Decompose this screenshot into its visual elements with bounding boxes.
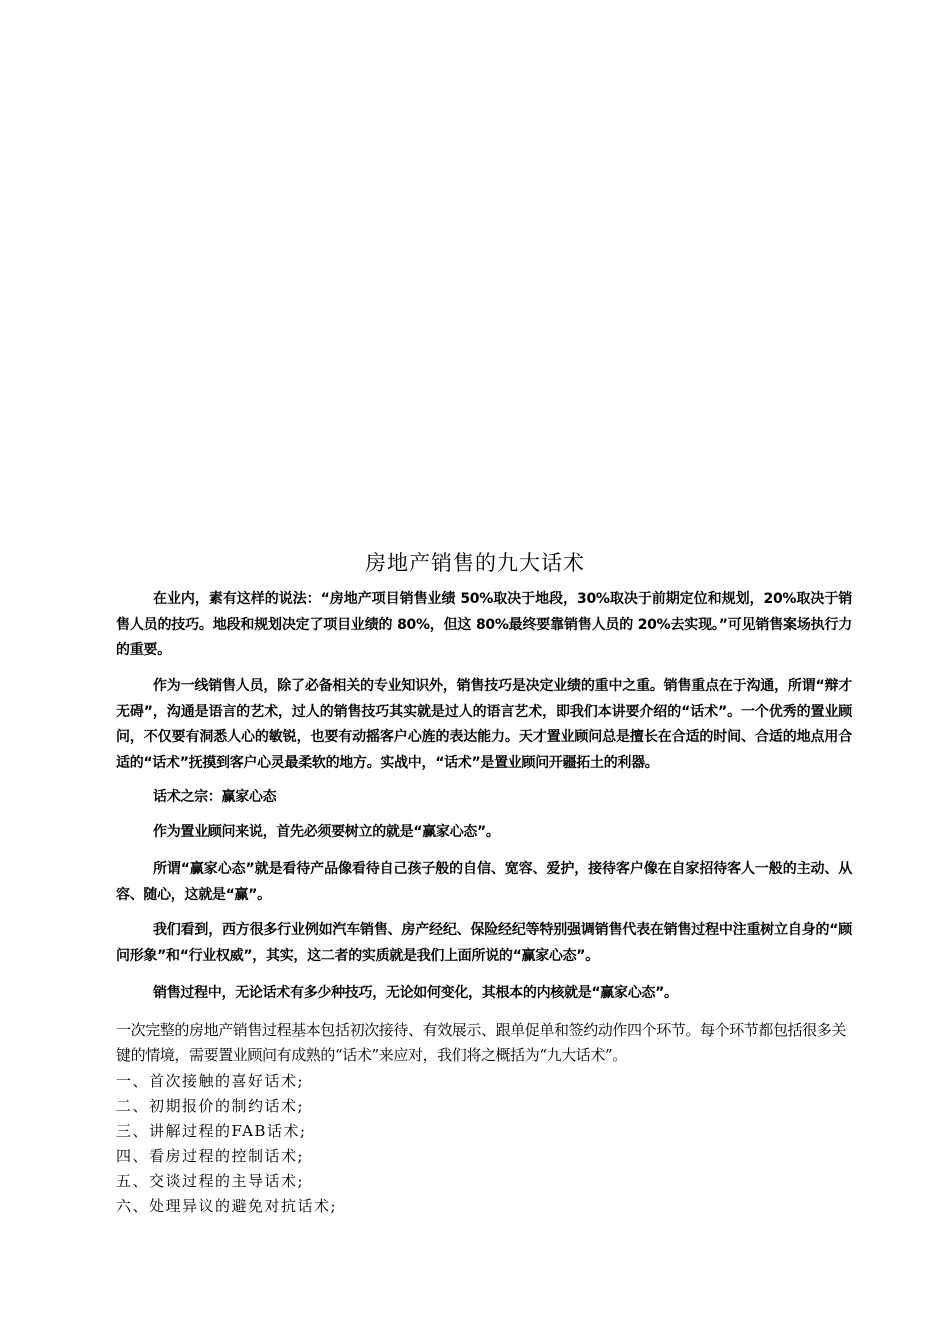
list-item: 四、看房过程的控制话术; xyxy=(116,1147,305,1165)
list-item: 一、首次接触的喜好话术; xyxy=(116,1072,305,1090)
paragraph-winner-definition: 所谓“赢家心态”就是看待产品像看待自己孩子般的自信、宽容、爱护，接待客户像在自家招待客人一般的主动、从容、随心，这就是“赢”。 xyxy=(116,861,852,903)
paragraph-industry-saying: 在业内，素有这样的说法：“房地产项目销售业绩 50%取决于地段，30%取决于前期定位和规划，20%取决于销售人员的技巧。地段和规划决定了项目业绩的 80%，但这 80%最终要靠销售人员的 20%去实现。”可见销售案场执行力的重要。 xyxy=(116,591,852,658)
nine-scripts-list xyxy=(116,1069,852,1219)
paragraph-sales-skill: 作为一线销售人员，除了必备相关的专业知识外，销售技巧是决定业绩的重中之重。销售重点在于沟通，所谓“辩才无碍”，沟通是语言的艺术，过人的销售技巧其实就是过人的语言艺术，即我们本讲要介绍的“话术”。一个优秀的置业顾问，不仅要有洞悉人心的敏锐，也要有动摇客户心旌的表达能力。天才置业顾问总是擅长在合适的时间、合适的地点用合适的“话术”抚摸到客户心灵最柔软的地方。实战中，“话术”是置业顾问开疆拓土的利器。 xyxy=(116,678,852,771)
paragraph-sales-process-intro: 一次完整的房地产销售过程基本包括初次接待、有效展示、跟单促单和签约动作四个环节。每个环节都包括很多关键的情境，需要置业顾问有成熟的“话术”来应对，我们将之概括为“九大话术”。 xyxy=(116,1021,847,1064)
section-heading-winner-mindset: 话术之宗：赢家心态 xyxy=(153,789,277,805)
paragraph-establish-mindset: 作为置业顾问来说，首先必须要树立的就是“赢家心态”。 xyxy=(153,824,500,840)
paragraph-western-industries: 我们看到，西方很多行业例如汽车销售、房产经纪、保险经纪等特别强调销售代表在销售过程中注重树立自身的“顾问形象”和“行业权威”，其实，这二者的实质就是我们上面所说的“赢家心态”。 xyxy=(116,922,852,964)
document-title: 房地产销售的九大话术 xyxy=(365,551,585,575)
paragraph-core-essence: 销售过程中，无论话术有多少种技巧，无论如何变化，其根本的内核就是“赢家心态”。 xyxy=(153,985,678,1001)
list-item: 二、初期报价的制约话术; xyxy=(116,1097,305,1115)
list-item: 六、处理异议的避免对抗话术; xyxy=(116,1197,338,1215)
list-item: 三、讲解过程的FAB话术; xyxy=(116,1122,307,1140)
list-item: 五、交谈过程的主导话术; xyxy=(116,1172,305,1190)
